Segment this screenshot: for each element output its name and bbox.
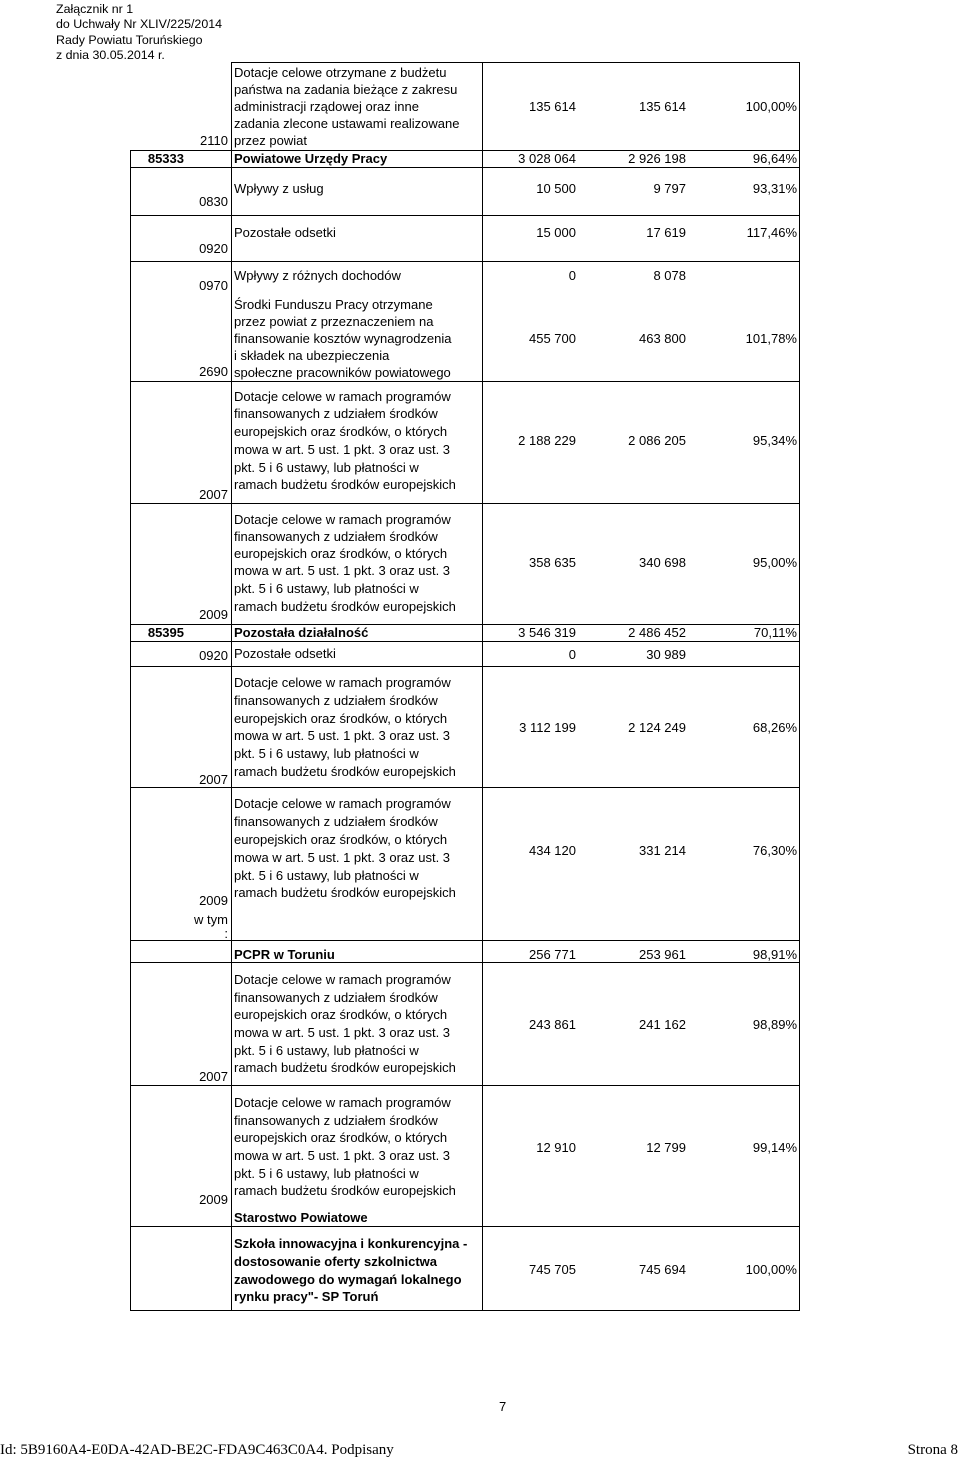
row-description-line: finansowanych z udziałem środków (234, 814, 438, 829)
row-description-line: mowa w art. 5 ust. 1 pkt. 3 oraz ust. 3 (234, 563, 451, 578)
row-description-line: finansowanych z udziałem środków (234, 1113, 438, 1128)
row-description-line: finansowanych z udziałem środków (234, 529, 438, 544)
grid-line (130, 1310, 800, 1311)
header-line: Załącznik nr 1 (56, 2, 134, 16)
execution-value: 340 698 (639, 555, 686, 570)
row-description-line: europejskich oraz środków, o których (234, 832, 448, 847)
percent-value: 96,64% (752, 151, 797, 166)
header-line: z dnia 30.05.2014 r. (56, 48, 165, 63)
row-description-line: finansowanych z udziałem środków (234, 990, 438, 1005)
grid-line (130, 381, 800, 382)
plan-value: 3 112 199 (519, 720, 576, 735)
row-description-line: społeczne pracowników powiatowego (234, 365, 451, 380)
row-description-line: Dotacje celowe w ramach programów (234, 675, 451, 690)
grid-line (130, 666, 800, 667)
percent-value: 68,26% (752, 720, 797, 735)
row-description-line: europejskich oraz środków, o których (234, 424, 448, 439)
paragraph-code: 0920 (199, 648, 228, 663)
execution-value: 253 961 (639, 947, 686, 962)
plan-value: 3 028 064 (518, 151, 576, 166)
project-title-line: Szkoła innowacyjna i konkurencyjna - (234, 1236, 468, 1251)
grid-line (130, 940, 800, 941)
row-description-line: mowa w art. 5 ust. 1 pkt. 3 oraz ust. 3 (234, 850, 451, 865)
execution-value: 463 800 (639, 331, 686, 346)
execution-value: 241 162 (639, 1017, 686, 1032)
paragraph-code: 2007 (199, 772, 228, 787)
plan-value: 3 546 319 (518, 625, 576, 640)
plan-value: 243 861 (529, 1017, 576, 1032)
row-description-line: mowa w art. 5 ust. 1 pkt. 3 oraz ust. 3 (234, 728, 451, 743)
plan-value: 10 500 (536, 181, 576, 196)
row-description-line: europejskich oraz środków, o których (234, 711, 448, 726)
execution-value: 2 086 205 (628, 433, 686, 448)
project-title-line: zawodowego do wymagań lokalnego (234, 1272, 462, 1287)
plan-value: 256 771 (529, 947, 576, 962)
document-header (56, 2, 222, 64)
percent-value: 95,00% (752, 555, 797, 570)
row-description-line: Dotacje celowe w ramach programów (234, 796, 451, 811)
row-description-line: zadania zlecone ustawami realizowane (234, 116, 460, 131)
execution-value: 331 214 (639, 843, 686, 858)
plan-value: 434 120 (529, 843, 576, 858)
row-description-line: ramach budżetu środków europejskich (234, 599, 456, 614)
row-description-line: przez powiat z przeznaczeniem na (234, 314, 434, 329)
row-description-line: europejskich oraz środków, o których (234, 1130, 448, 1145)
row-description-line: pkt. 5 i 6 ustawy, lub płatności w (234, 581, 419, 596)
plan-value: 135 614 (529, 99, 576, 114)
execution-value: 2 926 198 (628, 151, 686, 166)
grid-line (130, 1085, 800, 1086)
row-description-line: Dotacje celowe w ramach programów (234, 389, 451, 404)
row-description: Pozostałe odsetki (234, 646, 336, 661)
grid-line (130, 150, 131, 1311)
row-description-line: pkt. 5 i 6 ustawy, lub płatności w (234, 746, 419, 761)
row-description-line: finansowanych z udziałem środków (234, 693, 438, 708)
row-description-line: ramach budżetu środków europejskich (234, 885, 456, 900)
paragraph-code: 0970 (199, 278, 228, 293)
grid-line (482, 62, 483, 1311)
chapter-code: 85333 (147, 151, 184, 166)
row-description-line: pkt. 5 i 6 ustawy, lub płatności w (234, 460, 419, 475)
row-description-line: ramach budżetu środków europejskich (234, 477, 456, 492)
grid-line (799, 62, 800, 1311)
row-description-line: przez powiat (234, 133, 307, 148)
plan-value: 12 910 (536, 1140, 576, 1155)
execution-value: 2 124 249 (628, 720, 686, 735)
percent-value: 76,30% (752, 843, 797, 858)
row-description-line: ramach budżetu środków europejskich (234, 1060, 456, 1075)
row-description-line: Dotacje celowe w ramach programów (234, 972, 451, 987)
row-description-line: europejskich oraz środków, o których (234, 1007, 448, 1022)
plan-value: 2 188 229 (518, 433, 576, 448)
grid-line (130, 503, 800, 504)
execution-value: 745 694 (639, 1262, 686, 1277)
row-description-line: finansowanych z udziałem środków (234, 406, 438, 421)
footer-page-label: Strona 8 (907, 1442, 958, 1458)
row-description-line: mowa w art. 5 ust. 1 pkt. 3 oraz ust. 3 (234, 1025, 451, 1040)
unit-name: Starostwo Powiatowe (234, 1210, 368, 1225)
footer-document-id: Id: 5B9160A4-E0DA-42AD-BE2C-FDA9C463C0A4. Podpisany (0, 1442, 394, 1458)
grid-line (231, 62, 800, 63)
row-description-line: europejskich oraz środków, o których (234, 546, 448, 561)
paragraph-code: 2110 (200, 133, 228, 148)
plan-value: 0 (568, 647, 576, 662)
execution-value: 135 614 (639, 99, 686, 114)
execution-value: 2 486 452 (628, 625, 686, 640)
paragraph-code: 2009 (199, 1192, 228, 1207)
percent-value: 70,11% (753, 625, 797, 640)
row-description-line: ramach budżetu środków europejskich (234, 764, 456, 779)
row-description: Wpływy z różnych dochodów (234, 268, 401, 283)
plan-value: 455 700 (529, 331, 576, 346)
row-description-line: Środki Funduszu Pracy otrzymane (234, 297, 433, 312)
grid-line (231, 62, 232, 1311)
grid-line (130, 641, 800, 642)
execution-value: 9 797 (653, 181, 686, 196)
plan-value: 745 705 (529, 1262, 576, 1277)
plan-value: 15 000 (536, 225, 576, 240)
plan-value: 0 (568, 268, 576, 283)
plan-value: 358 635 (529, 555, 576, 570)
paragraph-code: 2007 (199, 487, 228, 502)
row-description: Pozostałe odsetki (234, 225, 336, 240)
row-description-line: ramach budżetu środków europejskich (234, 1183, 456, 1198)
percent-value: 100,00% (745, 99, 797, 114)
unit-name: PCPR w Toruniu (234, 947, 335, 962)
paragraph-code: 2009 (199, 607, 228, 622)
paragraph-code: 2690 (199, 364, 228, 379)
w-tym-label: w tym (194, 912, 228, 927)
row-description-line: mowa w art. 5 ust. 1 pkt. 3 oraz ust. 3 (234, 1148, 451, 1163)
grid-line (130, 167, 800, 168)
row-description-line: pkt. 5 i 6 ustawy, lub płatności w (234, 1166, 419, 1181)
percent-value: 99,14% (752, 1140, 797, 1155)
row-description-line: Dotacje celowe w ramach programów (234, 1095, 451, 1110)
percent-value: 93,31% (752, 181, 797, 196)
header-line: Rady Powiatu Toruńskiego (56, 32, 203, 47)
grid-line (130, 261, 800, 262)
percent-value: 95,34% (752, 433, 797, 448)
percent-value: 117,46% (746, 225, 797, 240)
percent-value: 98,89% (752, 1017, 797, 1032)
row-description: Powiatowe Urzędy Pracy (234, 151, 388, 166)
header-line: do Uchwały Nr XLIV/225/2014 (56, 17, 222, 32)
row-description: Pozostała działalność (234, 625, 369, 640)
paragraph-code: 2009 (199, 893, 228, 908)
percent-value: 101,78% (745, 331, 797, 346)
row-description-line: administracji rządowej oraz inne (234, 99, 419, 114)
grid-line (130, 1226, 800, 1227)
row-description-line: państwa na zadania bieżące z zakresu (234, 82, 458, 97)
row-description-line: i składek na ubezpieczenia (234, 348, 390, 363)
row-description-line: pkt. 5 i 6 ustawy, lub płatności w (234, 1043, 419, 1058)
row-description: Wpływy z usług (234, 181, 324, 196)
row-description-line: Dotacje celowe w ramach programów (234, 512, 451, 527)
percent-value: 100,00% (745, 1262, 797, 1277)
execution-value: 8 078 (653, 268, 686, 283)
grid-line (130, 787, 800, 788)
paragraph-code: 0920 (199, 241, 228, 256)
paragraph-code: 2007 (199, 1069, 228, 1084)
paragraph-code: 0830 (199, 194, 228, 209)
grid-line (130, 215, 800, 216)
chapter-code: 85395 (147, 625, 184, 640)
percent-value: 98,91% (752, 947, 797, 962)
project-title-line: rynku pracy"- SP Toruń (234, 1289, 379, 1304)
execution-value: 12 799 (646, 1140, 686, 1155)
execution-value: 17 619 (646, 225, 686, 240)
row-description-line: Dotacje celowe otrzymane z budżetu (234, 65, 447, 80)
project-title-line: dostosowanie oferty szkolnictwa (234, 1254, 437, 1269)
row-description-line: mowa w art. 5 ust. 1 pkt. 3 oraz ust. 3 (234, 442, 451, 457)
row-description-line: pkt. 5 i 6 ustawy, lub płatności w (234, 868, 419, 883)
w-tym-colon: : (224, 926, 228, 941)
row-description-line: finansowanie kosztów wynagrodzenia (234, 331, 452, 346)
page-number: 7 (499, 1399, 507, 1414)
execution-value: 30 989 (646, 647, 686, 662)
